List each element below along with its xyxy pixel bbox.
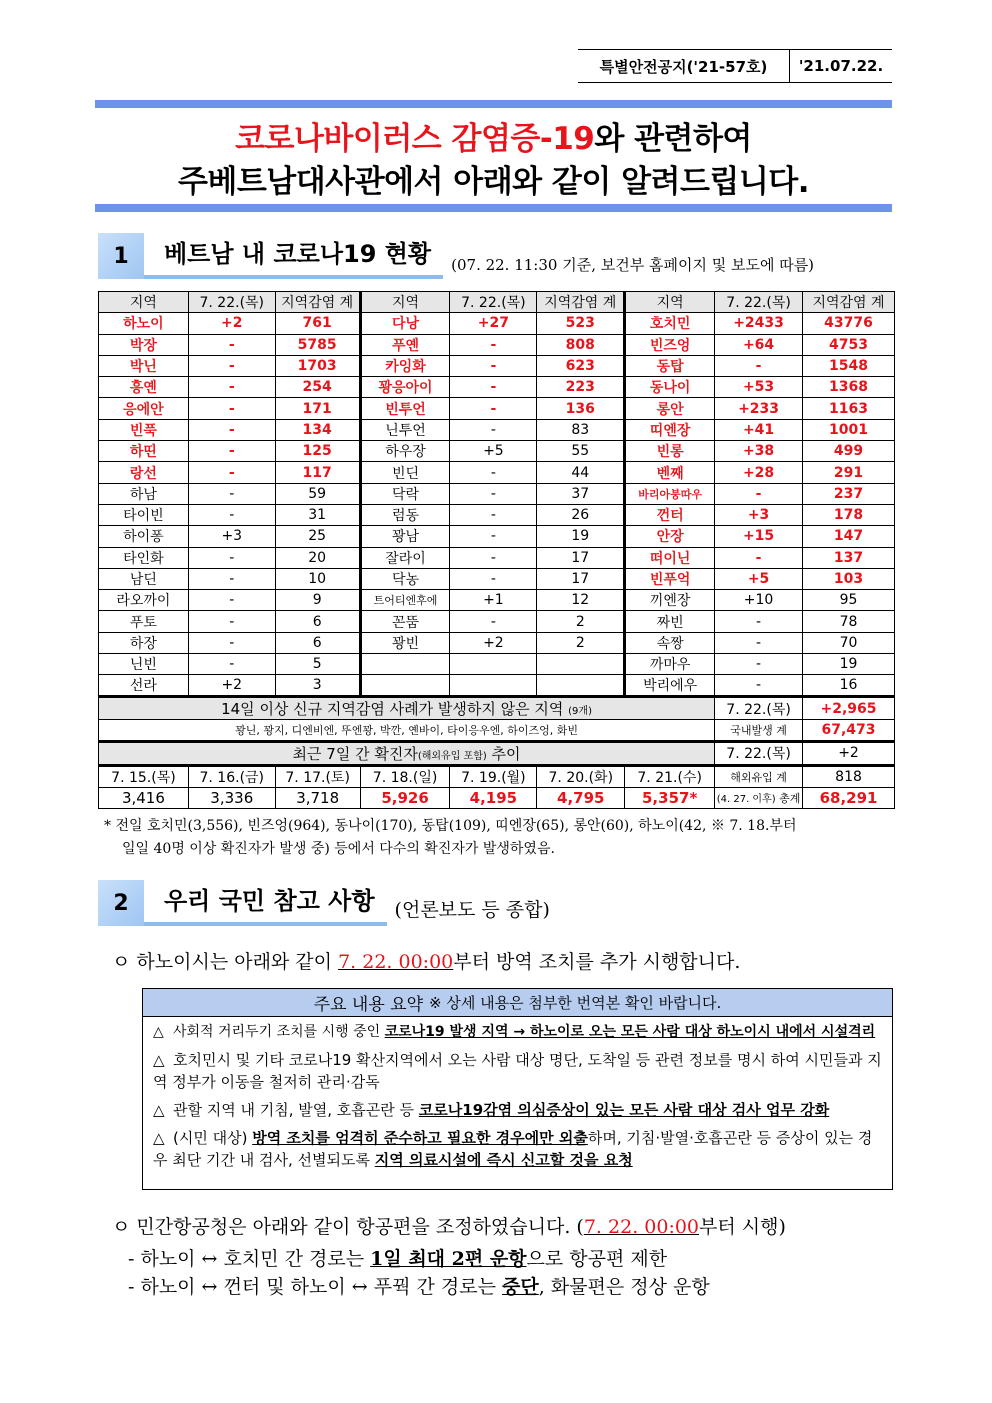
total-cases-cell: 19 [537, 526, 625, 547]
region-cell: 빈즈엉 [625, 334, 715, 355]
daily-cases-cell: +233 [715, 398, 803, 419]
trend-value: 3,718 [275, 787, 360, 808]
total-cases-cell: 17 [537, 547, 625, 568]
summary-title: 주요 내용 요약 [313, 995, 424, 1015]
region-cell [360, 654, 450, 675]
total-cases-cell: 3 [275, 675, 360, 697]
column-header: 지역감염 계 [803, 292, 895, 313]
region-cell: 잘라이 [360, 547, 450, 568]
table-row [99, 483, 895, 504]
column-header: 지역 [99, 292, 189, 313]
region-cell: 빈푸억 [625, 568, 715, 589]
para1-date: 7. 22. 00:00 [338, 951, 454, 973]
total-cases-cell [537, 675, 625, 697]
region-cell: 벤째 [625, 462, 715, 483]
section2-number: 2 [98, 880, 144, 926]
table-row [99, 313, 895, 334]
region-cell: 닌빈 [99, 654, 189, 675]
flight-line-2 [128, 1272, 710, 1299]
total-cases-cell: 20 [275, 547, 360, 568]
daily-cases-cell: - [450, 334, 537, 355]
total-cases-cell: 103 [803, 568, 895, 589]
total-cases-cell: 237 [803, 483, 895, 504]
total-cases-cell: 16 [803, 675, 895, 697]
daily-cases-cell: - [188, 462, 275, 483]
region-cell: 타인화 [99, 547, 189, 568]
total-cases-cell: 5 [275, 654, 360, 675]
table-row [99, 526, 895, 547]
daily-cases-cell: - [450, 398, 537, 419]
trend-date: 7. 18.(일) [360, 765, 450, 787]
column-header: 지역 [625, 292, 715, 313]
table-row [99, 568, 895, 589]
total-cases-cell: 9 [275, 590, 360, 611]
region-cell: 하이퐁 [99, 526, 189, 547]
table-row [99, 462, 895, 483]
footnote-line2: 일일 40명 이상 확진자가 발생 중) 등에서 다수의 확진자가 발생하였음. [122, 841, 555, 857]
trend-value: 3,336 [188, 787, 275, 808]
title-line2: 주베트남대사관에서 아래와 같이 알려드립니다. [177, 164, 810, 200]
summary-header [143, 989, 892, 1017]
total-cases-cell: 17 [537, 568, 625, 589]
daily-cases-cell: +27 [450, 313, 537, 334]
total-cases-cell: 6 [275, 611, 360, 632]
daily-cases-cell: +3 [715, 504, 803, 525]
total-cases-cell: 254 [275, 377, 360, 398]
trend-date: 7. 15.(목) [99, 765, 189, 787]
region-cell: 까마우 [625, 654, 715, 675]
daily-cases-cell: - [188, 568, 275, 589]
region-cell: 선라 [99, 675, 189, 697]
section1-header [98, 233, 814, 279]
trend-value: 5,357* [625, 787, 715, 808]
region-cell: 박리에우 [625, 675, 715, 697]
region-cell: 하장 [99, 632, 189, 653]
total-cases-cell: 59 [275, 483, 360, 504]
flight1-post: 으로 항공편 제한 [526, 1248, 668, 1270]
domestic-total-value: 67,473 [803, 720, 895, 741]
footnote-line1: * 전일 호치민(3,556), 빈즈엉(964), 동나이(170), 동탑(109), 띠엔장(65), 롱안(60), 하노이(42, ※ 7. 18.부터 [104, 818, 797, 834]
summary-item-bold: 방역 조치를 엄격히 준수하고 필요한 경우에만 외출 [252, 1129, 588, 1147]
total-cases-cell: 171 [275, 398, 360, 419]
daily-cases-cell: - [450, 483, 537, 504]
bullet-icon: ㅇ [112, 1216, 131, 1238]
triangle-icon: △ [153, 1101, 165, 1119]
region-cell: 푸옌 [360, 334, 450, 355]
daily-cases-cell: - [450, 355, 537, 376]
daily-cases-cell: - [450, 419, 537, 440]
daily-cases-cell: +5 [715, 568, 803, 589]
daily-cases-cell: - [188, 355, 275, 376]
total-cases-cell: 291 [803, 462, 895, 483]
para1-text-end: 부터 방역 조치를 추가 시행합니다. [453, 951, 741, 973]
trend-value: 5,926 [360, 787, 450, 808]
total-cases-cell: 95 [803, 590, 895, 611]
total-cases-cell: 623 [537, 355, 625, 376]
table-row [99, 334, 895, 355]
domestic-total-label: 국내발생 계 [715, 720, 803, 741]
region-cell: 속짱 [625, 632, 715, 653]
daily-cases-cell: - [188, 547, 275, 568]
daily-cases-cell: - [715, 547, 803, 568]
title-red-part: 코로나바이러스 감염증-19 [235, 121, 595, 157]
total-cases-cell: 2 [537, 611, 625, 632]
region-cell: 푸토 [99, 611, 189, 632]
summary-item-text: 관할 지역 내 기침, 발열, 호흡곤란 등 [173, 1101, 419, 1119]
daily-cases-cell: +3 [188, 526, 275, 547]
daily-cases-cell: - [715, 611, 803, 632]
trend-date: 7. 21.(수) [625, 765, 715, 787]
region-cell: 하띤 [99, 441, 189, 462]
total-cases-cell: 37 [537, 483, 625, 504]
daily-cases-cell [450, 675, 537, 697]
total-cases-cell: 6 [275, 632, 360, 653]
daily-cases-cell: +2 [188, 313, 275, 334]
daily-cases-cell: - [715, 632, 803, 653]
daily-cases-cell: - [188, 483, 275, 504]
daily-cases-cell: - [450, 462, 537, 483]
region-cell: 닌투언 [360, 419, 450, 440]
import-total-value: 818 [803, 765, 895, 787]
daily-cases-cell: +1 [450, 590, 537, 611]
total-cases-cell: 136 [537, 398, 625, 419]
region-cell: 바리아붕따우 [625, 483, 715, 504]
daily-cases-cell: - [188, 590, 275, 611]
total-cases-cell: 19 [803, 654, 895, 675]
region-cell: 롱안 [625, 398, 715, 419]
daily-cases-cell: - [450, 568, 537, 589]
region-cell: 껀터 [625, 504, 715, 525]
trend-value: 3,416 [99, 787, 189, 808]
summary-item-bold: 코로나19감염 의심증상이 있는 모든 사람 대상 검사 업무 강화 [418, 1101, 830, 1119]
daily-cases-cell: - [450, 504, 537, 525]
notice-date: '21.07.22. [798, 57, 884, 75]
covid-status-table [98, 291, 895, 809]
column-header: 지역 [360, 292, 450, 313]
region-cell: 빈투언 [360, 398, 450, 419]
column-header: 7. 22.(목) [188, 292, 275, 313]
summary-item-rest: 하며, 기침·발열·호흡곤란 등 증상이 있는 경우 최단 기간 내 검사, 선별되도록 [153, 1129, 873, 1169]
region-cell: 떠이닌 [625, 547, 715, 568]
section2-title: 우리 국민 참고 사항 [144, 880, 387, 926]
total-cases-cell: 808 [537, 334, 625, 355]
trend-date: 7. 19.(월) [450, 765, 537, 787]
grand-total-small: (4. 27. 이후) [716, 793, 776, 805]
trend-date: 7. 17.(토) [275, 765, 360, 787]
region-cell: 꼰뚬 [360, 611, 450, 632]
daily-cases-cell: - [188, 377, 275, 398]
table-header-row [99, 292, 895, 313]
region-cell: 안장 [625, 526, 715, 547]
region-cell: 짜빈 [625, 611, 715, 632]
today-value: +2,965 [803, 697, 895, 720]
total-cases-cell: 761 [275, 313, 360, 334]
daily-cases-cell: +2 [188, 675, 275, 697]
region-cell: 박장 [99, 334, 189, 355]
column-header: 지역감염 계 [537, 292, 625, 313]
table-row [99, 547, 895, 568]
trend-suffix: 추이 [486, 744, 521, 763]
summary-box [142, 988, 893, 1190]
top-divider [95, 100, 892, 108]
section1-number: 1 [98, 233, 144, 279]
summary-item-text: (시민 대상) [173, 1129, 253, 1147]
section1-title: 베트남 내 코로나19 현황 [144, 233, 443, 279]
triangle-icon: △ [153, 1051, 165, 1069]
flight-line-1 [128, 1244, 667, 1271]
daily-cases-cell: +2 [450, 632, 537, 653]
daily-cases-cell: - [188, 441, 275, 462]
region-cell: 하남 [99, 483, 189, 504]
region-cell: 호치민 [625, 313, 715, 334]
section1-subtitle: (07. 22. 11:30 기준, 보건부 홈페이지 및 보도에 따름) [451, 256, 815, 274]
total-cases-cell: 1548 [803, 355, 895, 376]
daily-cases-cell [450, 654, 537, 675]
daily-cases-cell: - [450, 611, 537, 632]
summary-item [143, 1095, 892, 1123]
region-cell: 동나이 [625, 377, 715, 398]
region-cell: 닥농 [360, 568, 450, 589]
trend-label-text: 최근 7일 간 확진자 [292, 744, 418, 763]
no-new-count: (9개) [568, 706, 592, 718]
column-header: 7. 22.(목) [715, 292, 803, 313]
trend-value: 4,195 [450, 787, 537, 808]
total-cases-cell: 43776 [803, 313, 895, 334]
total-cases-cell: 523 [537, 313, 625, 334]
import-total-label: 해외유입 계 [715, 765, 803, 787]
notice-number: 특별안전공지('21-57호) [578, 50, 790, 82]
daily-cases-cell: - [715, 355, 803, 376]
table-row [99, 611, 895, 632]
total-cases-cell: 55 [537, 441, 625, 462]
summary-item-text: 호치민시 및 기타 코로나19 확산지역에서 오는 사람 대상 명단, 도착일 등 관련 정보를 명시 하여 시민들과 지역 정부가 이동을 철저히 관리·감독 [153, 1051, 882, 1091]
region-cell: 꽝응아이 [360, 377, 450, 398]
daily-cases-cell: +10 [715, 590, 803, 611]
grand-total-text: 총계 [775, 791, 801, 805]
page-title [95, 118, 892, 204]
region-cell: 빈푹 [99, 419, 189, 440]
section2-header [98, 880, 550, 926]
region-cell: 타이빈 [99, 504, 189, 525]
para1-text: 하노이시는 아래와 같이 [130, 951, 339, 973]
total-cases-cell: 1163 [803, 398, 895, 419]
region-cell: 동탑 [625, 355, 715, 376]
table-row [99, 654, 895, 675]
daily-cases-cell: - [188, 654, 275, 675]
summary-item [143, 1017, 892, 1045]
region-cell: 남딘 [99, 568, 189, 589]
grand-total-value: 68,291 [803, 787, 895, 808]
region-cell: 꽝남 [360, 526, 450, 547]
table-row [99, 504, 895, 525]
notice-box [578, 49, 892, 83]
total-cases-cell: 499 [803, 441, 895, 462]
daily-cases-cell: +15 [715, 526, 803, 547]
grand-total-label [715, 787, 803, 808]
region-cell: 라오까이 [99, 590, 189, 611]
hanoi-measures-paragraph [112, 947, 740, 974]
daily-cases-cell: +53 [715, 377, 803, 398]
total-cases-cell: 44 [537, 462, 625, 483]
trend-small: (해외유입 포함) [417, 750, 487, 762]
total-cases-cell: 137 [803, 547, 895, 568]
total-cases-cell: 1368 [803, 377, 895, 398]
table-row [99, 590, 895, 611]
footnote [104, 815, 904, 861]
total-cases-cell: 31 [275, 504, 360, 525]
aviation-paragraph [112, 1212, 786, 1239]
daily-cases-cell: - [715, 483, 803, 504]
region-cell: 응에안 [99, 398, 189, 419]
summary-item-text: 사회적 거리두기 조치를 시행 중인 [173, 1024, 385, 1040]
section2-subtitle: (언론보도 등 종합) [394, 899, 550, 921]
total-cases-cell [537, 654, 625, 675]
trend-date: 7. 20.(화) [537, 765, 625, 787]
region-cell: 다낭 [360, 313, 450, 334]
daily-cases-cell: - [188, 398, 275, 419]
daily-cases-cell: +5 [450, 441, 537, 462]
summary-note: ※ 상세 내용은 첨부한 번역본 확인 바랍니다. [429, 994, 722, 1012]
region-cell: 흥옌 [99, 377, 189, 398]
flight2-bold: 중단 [501, 1276, 539, 1298]
summary-item-bold2: 지역 의료시설에 즉시 신고할 것을 요청 [374, 1151, 633, 1169]
triangle-icon: △ [153, 1024, 164, 1040]
total-cases-cell: 4753 [803, 334, 895, 355]
no-new-regions-list: 꽝닌, 꽝지, 디엔비엔, 뚜엔꽝, 박깐, 옌바이, 타이응우엔, 하이즈엉, 화빈 [99, 720, 715, 741]
region-cell: 하우장 [360, 441, 450, 462]
bottom-divider [95, 204, 892, 212]
title-black-part: 와 관련하여 [594, 121, 752, 157]
region-cell [360, 675, 450, 697]
bullet-icon: ㅇ [112, 951, 131, 973]
no-new-label-text: 14일 이상 신규 지역감염 사례가 발생하지 않은 지역 [221, 700, 564, 719]
total-cases-cell: 5785 [275, 334, 360, 355]
daily-cases-cell: - [715, 654, 803, 675]
total-cases-cell: 134 [275, 419, 360, 440]
total-cases-cell: 12 [537, 590, 625, 611]
daily-cases-cell: +28 [715, 462, 803, 483]
flight2-post: , 화물편은 정상 운항 [538, 1276, 710, 1298]
daily-cases-cell: - [450, 547, 537, 568]
total-cases-cell: 117 [275, 462, 360, 483]
flight1-pre: - 하노이 ↔ 호치민 간 경로는 [128, 1248, 371, 1270]
total-cases-cell: 25 [275, 526, 360, 547]
flight1-bold: 1일 최대 2편 운항 [370, 1248, 527, 1270]
total-cases-cell: 2 [537, 632, 625, 653]
import-today-value: +2 [803, 741, 895, 765]
region-cell: 트어티엔후에 [360, 590, 450, 611]
para2-text-end: 부터 시행) [699, 1216, 786, 1238]
para2-date: 7. 22. 00:00 [583, 1216, 700, 1238]
summary-item-bold: 코로나19 발생 지역 → 하노이로 오는 모든 사람 대상 하노이시 내에서 시설격리 [384, 1024, 876, 1040]
total-cases-cell: 10 [275, 568, 360, 589]
para2-text: 민간항공청은 아래와 같이 항공편을 조정하였습니다. ( [130, 1216, 584, 1238]
summary-item [143, 1123, 892, 1173]
no-new-cases-label [99, 697, 715, 720]
total-cases-cell: 83 [537, 419, 625, 440]
daily-cases-cell: +41 [715, 419, 803, 440]
daily-cases-cell: - [188, 611, 275, 632]
table-row [99, 355, 895, 376]
import-today-label: 7. 22.(목) [715, 741, 803, 765]
daily-cases-cell: - [450, 526, 537, 547]
total-cases-cell: 125 [275, 441, 360, 462]
flight2-pre: - 하노이 ↔ 껀터 및 하노이 ↔ 푸꿕 간 경로는 [128, 1276, 502, 1298]
region-cell: 띠엔장 [625, 419, 715, 440]
daily-cases-cell: - [188, 632, 275, 653]
daily-cases-cell: - [188, 419, 275, 440]
daily-cases-cell: +2433 [715, 313, 803, 334]
total-cases-cell: 178 [803, 504, 895, 525]
total-cases-cell: 1001 [803, 419, 895, 440]
column-header: 지역감염 계 [275, 292, 360, 313]
table-row [99, 675, 895, 697]
trend-value: 4,795 [537, 787, 625, 808]
total-cases-cell: 70 [803, 632, 895, 653]
region-cell: 하노이 [99, 313, 189, 334]
total-cases-cell: 78 [803, 611, 895, 632]
daily-cases-cell: - [188, 334, 275, 355]
column-header: 7. 22.(목) [450, 292, 537, 313]
region-cell: 닥락 [360, 483, 450, 504]
total-cases-cell: 26 [537, 504, 625, 525]
region-cell: 럼동 [360, 504, 450, 525]
daily-cases-cell: +38 [715, 441, 803, 462]
total-cases-cell: 223 [537, 377, 625, 398]
region-cell: 빈롱 [625, 441, 715, 462]
daily-cases-cell: - [715, 675, 803, 697]
summary-item [143, 1045, 892, 1095]
trend-date: 7. 16.(금) [188, 765, 275, 787]
daily-cases-cell: +64 [715, 334, 803, 355]
trend-label [99, 741, 715, 765]
table-row [99, 632, 895, 653]
table-row [99, 398, 895, 419]
table-row [99, 441, 895, 462]
region-cell: 꽝빈 [360, 632, 450, 653]
daily-cases-cell: - [450, 377, 537, 398]
triangle-icon: △ [153, 1129, 165, 1147]
region-cell: 빈딘 [360, 462, 450, 483]
daily-cases-cell: - [188, 504, 275, 525]
today-label: 7. 22.(목) [715, 697, 803, 720]
total-cases-cell: 1703 [275, 355, 360, 376]
region-cell: 카잉화 [360, 355, 450, 376]
region-cell: 끼엔장 [625, 590, 715, 611]
region-cell: 박닌 [99, 355, 189, 376]
total-cases-cell: 147 [803, 526, 895, 547]
table-row [99, 377, 895, 398]
region-cell: 랑선 [99, 462, 189, 483]
table-row [99, 419, 895, 440]
